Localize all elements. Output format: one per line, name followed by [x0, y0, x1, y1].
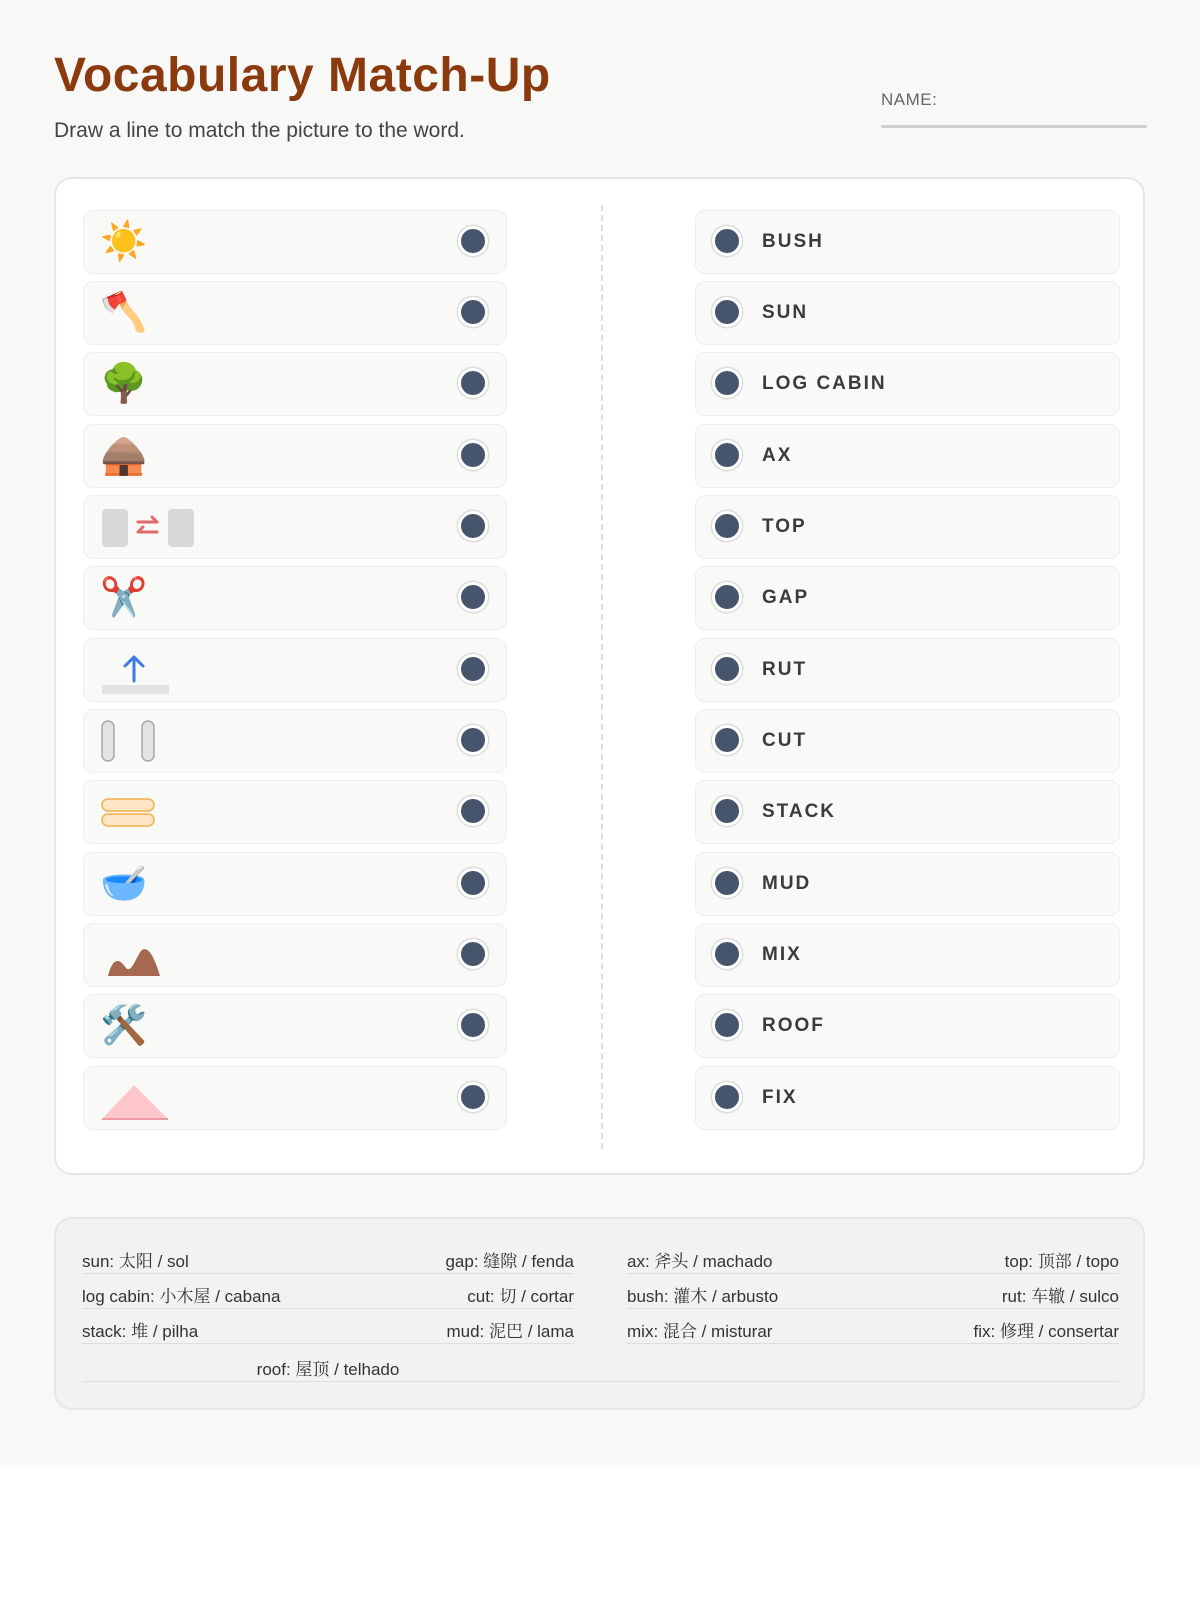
picture-row	[83, 923, 507, 987]
glossary-row	[82, 1274, 574, 1309]
glossary-row	[82, 1309, 574, 1344]
glossary-entry: cut: 切 / cortar	[467, 1287, 574, 1306]
glossary-entry: ax: 斧头 / machado	[627, 1252, 773, 1271]
word-connector-dot[interactable]	[712, 582, 742, 612]
glossary-entry: log cabin: 小木屋 / cabana	[82, 1287, 281, 1306]
page-title: Vocabulary Match-Up	[54, 49, 551, 102]
word-connector-dot[interactable]	[712, 226, 742, 256]
name-input-line[interactable]	[881, 125, 1147, 128]
word-row	[695, 852, 1120, 916]
mix-bowl-icon: 🥣	[100, 863, 148, 905]
word-connector-dot[interactable]	[712, 511, 742, 541]
word-row	[695, 424, 1120, 488]
word-label: AX	[762, 445, 793, 466]
picture-connector-dot[interactable]	[458, 868, 488, 898]
word-row	[695, 780, 1120, 844]
picture-connector-dot[interactable]	[458, 368, 488, 398]
word-label: STACK	[762, 801, 837, 822]
word-row	[695, 1066, 1120, 1130]
word-row	[695, 638, 1120, 702]
column-divider	[601, 205, 603, 1149]
glossary-entry: stack: 堆 / pilha	[82, 1322, 199, 1341]
glossary-entry: mix: 混合 / misturar	[627, 1322, 773, 1341]
glossary-entry: sun: 太阳 / sol	[82, 1252, 189, 1271]
word-connector-dot[interactable]	[712, 939, 742, 969]
word-label: FIX	[762, 1087, 798, 1108]
scissors-icon: ✂️	[100, 577, 148, 619]
bush-icon: 🌳	[100, 363, 148, 405]
picture-connector-dot[interactable]	[458, 1010, 488, 1040]
glossary-row	[627, 1309, 1119, 1344]
word-connector-dot[interactable]	[712, 654, 742, 684]
word-label: TOP	[762, 516, 807, 537]
glossary-column	[82, 1239, 574, 1344]
word-connector-dot[interactable]	[712, 725, 742, 755]
sun-icon: ☀️	[100, 221, 148, 263]
top-arrow-icon	[100, 645, 170, 695]
glossary-entry: gap: 缝隙 / fenda	[445, 1252, 574, 1271]
instructions: Draw a line to match the picture to the word.	[54, 119, 465, 142]
word-label: MUD	[762, 873, 812, 894]
word-label: GAP	[762, 587, 810, 608]
word-row	[695, 210, 1120, 274]
word-row	[695, 495, 1120, 559]
picture-row	[83, 709, 507, 773]
glossary-box	[54, 1217, 1145, 1410]
word-connector-dot[interactable]	[712, 368, 742, 398]
picture-connector-dot[interactable]	[458, 297, 488, 327]
picture-row	[83, 566, 507, 630]
roof-icon	[100, 1073, 170, 1123]
glossary-entry: roof: 屋顶 / telhado	[256, 1360, 400, 1379]
word-connector-dot[interactable]	[712, 1010, 742, 1040]
ax-icon: 🪓	[100, 292, 148, 334]
glossary-column	[627, 1239, 1119, 1344]
picture-row	[83, 852, 507, 916]
glossary-row	[627, 1274, 1119, 1309]
word-label: BUSH	[762, 231, 824, 252]
picture-row	[83, 638, 507, 702]
glossary-entry: top: 顶部 / topo	[1004, 1252, 1119, 1271]
glossary-row	[82, 1347, 574, 1381]
word-label: RUT	[762, 659, 808, 680]
picture-connector-dot[interactable]	[458, 1082, 488, 1112]
glossary-row	[82, 1239, 574, 1274]
picture-row	[83, 1066, 507, 1130]
tools-icon: 🛠️	[100, 1005, 148, 1047]
word-label: CUT	[762, 730, 808, 751]
glossary-entry: bush: 灌木 / arbusto	[627, 1287, 779, 1306]
picture-connector-dot[interactable]	[458, 582, 488, 612]
picture-connector-dot[interactable]	[458, 440, 488, 470]
name-label: NAME:	[881, 90, 938, 109]
glossary-entry: mud: 泥巴 / lama	[446, 1322, 574, 1341]
word-label: ROOF	[762, 1015, 825, 1036]
word-row	[695, 566, 1120, 630]
word-row	[695, 709, 1120, 773]
picture-connector-dot[interactable]	[458, 511, 488, 541]
word-connector-dot[interactable]	[712, 297, 742, 327]
mud-icon	[100, 930, 170, 980]
word-label: SUN	[762, 302, 809, 323]
stack-icon	[100, 787, 170, 837]
glossary-divider	[82, 1381, 1119, 1382]
picture-row	[83, 780, 507, 844]
glossary-entry: fix: 修理 / consertar	[973, 1322, 1119, 1341]
picture-connector-dot[interactable]	[458, 654, 488, 684]
picture-connector-dot[interactable]	[458, 939, 488, 969]
picture-row	[83, 424, 507, 488]
picture-row	[83, 210, 507, 274]
hut-icon: 🛖	[100, 435, 148, 477]
word-connector-dot[interactable]	[712, 796, 742, 826]
word-row	[695, 281, 1120, 345]
picture-row	[83, 495, 507, 559]
word-label: MIX	[762, 944, 802, 965]
word-row	[695, 352, 1120, 416]
word-connector-dot[interactable]	[712, 868, 742, 898]
gap-icon	[100, 502, 170, 552]
word-connector-dot[interactable]	[712, 1082, 742, 1112]
picture-row	[83, 352, 507, 416]
picture-connector-dot[interactable]	[458, 725, 488, 755]
glossary-row	[627, 1239, 1119, 1274]
word-label: LOG CABIN	[762, 373, 887, 394]
picture-row	[83, 994, 507, 1058]
picture-connector-dot[interactable]	[458, 226, 488, 256]
picture-connector-dot[interactable]	[458, 796, 488, 826]
picture-row	[83, 281, 507, 345]
word-connector-dot[interactable]	[712, 440, 742, 470]
match-card	[54, 177, 1145, 1175]
rut-icon	[100, 716, 170, 766]
glossary-entry: rut: 车辙 / sulco	[1001, 1287, 1119, 1306]
word-row	[695, 923, 1120, 987]
word-row	[695, 994, 1120, 1058]
